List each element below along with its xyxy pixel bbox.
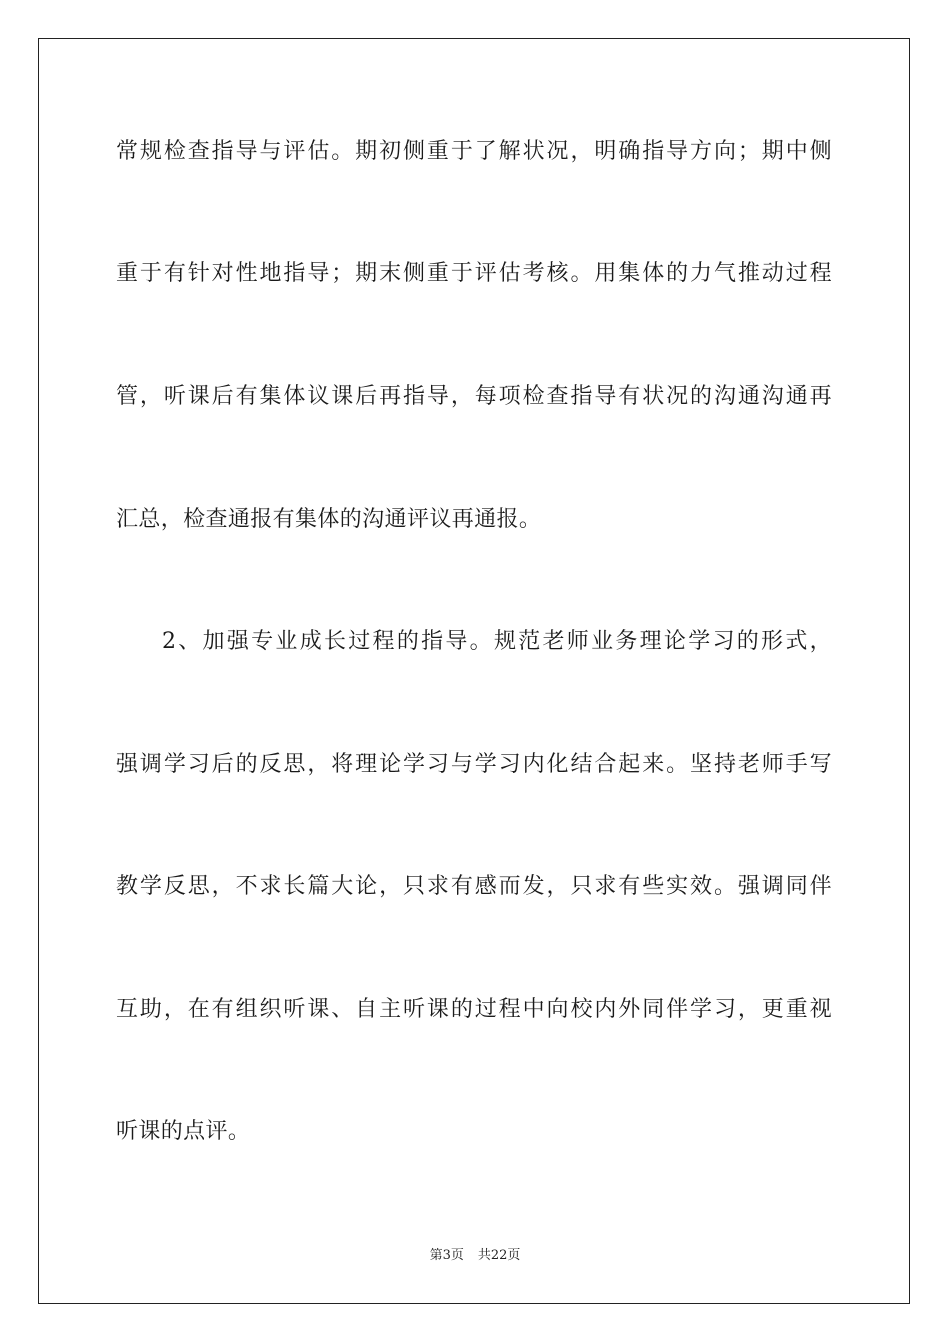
page-total: 共22页 [477,1248,521,1263]
paragraph-2-line-2: 强调学习后的反思，将理论学习与学习内化结合起来。坚持老师手写 [116,752,832,777]
page-number: 第3页 [429,1248,464,1263]
paragraph-1-line-4: 汇总，检查通报有集体的沟通评议再通报。 [116,507,542,532]
paragraph-2-line-4: 互助，在有组织听课、自主听课的过程中向校内外同伴学习，更重视 [116,997,832,1022]
page-border [38,38,910,1304]
paragraph-1-line-2: 重于有针对性地指导；期末侧重于评估考核。用集体的力气推动过程 [116,261,832,286]
page-footer [0,1247,950,1265]
paragraph-1-line-1: 常规检查指导与评估。期初侧重于了解状况，明确指导方向；期中侧 [116,139,832,164]
paragraph-2-line-3: 教学反思，不求长篇大论，只求有感而发，只求有些实效。强调同伴 [116,874,832,899]
paragraph-1-line-3: 管，听课后有集体议课后再指导，每项检查指导有状况的沟通沟通再 [116,384,832,409]
paragraph-2-line-5: 听课的点评。 [116,1119,251,1144]
paragraph-2-line-1: 2、加强专业成长过程的指导。规范老师业务理论学习的形式， [162,629,832,654]
